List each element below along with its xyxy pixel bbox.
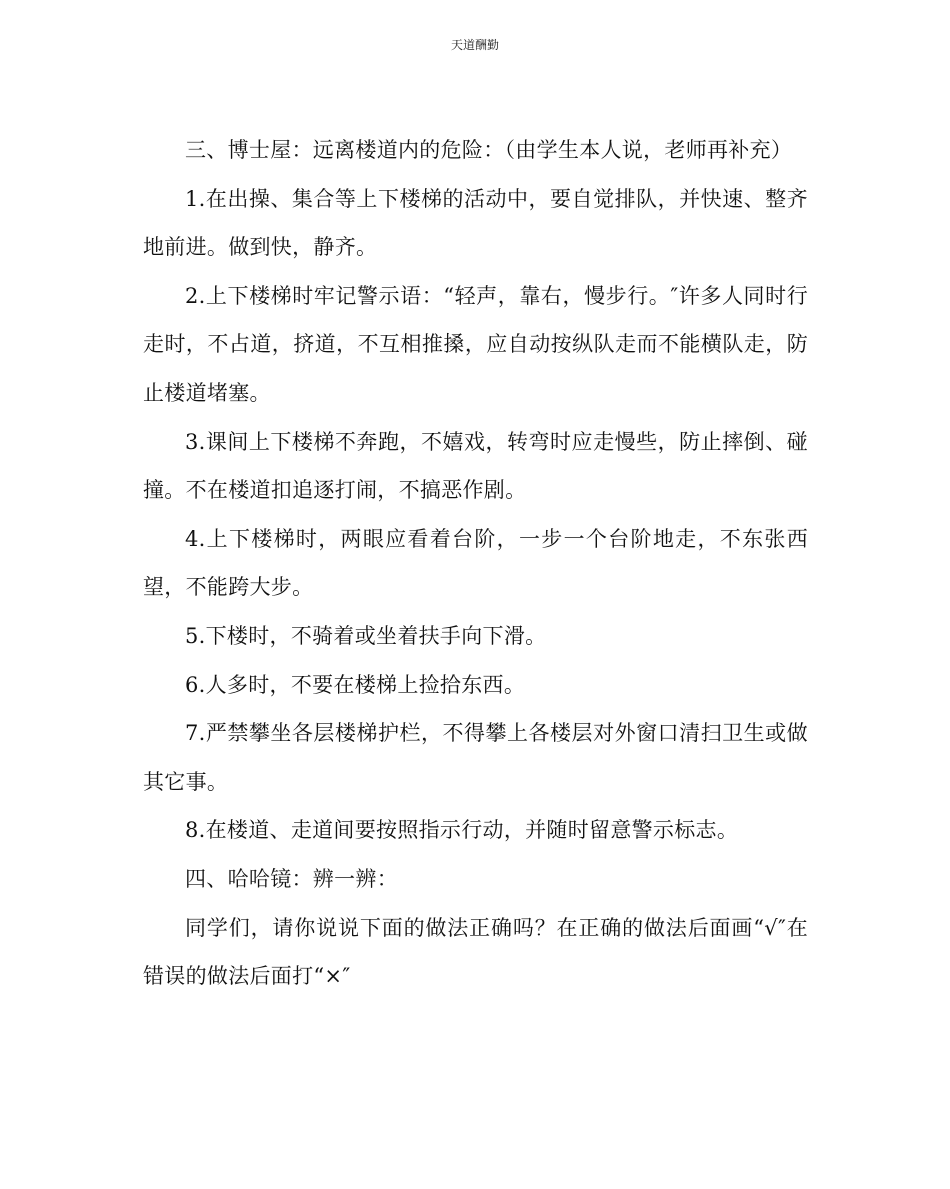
page-header: 天道酬勤 [450, 38, 499, 52]
rule-item-2: 2.上下楼梯时牢记警示语：“轻声，靠右，慢步行。″许多人同时行走时，不占道，挤道，不互相推搡，应自动按纵队走而不能横队走，防止楼道堵塞。 [143, 283, 808, 405]
rule-item-8: 8.在楼道、走道间要按照指示行动，并随时留意警示标志。 [185, 818, 739, 843]
rule-item-4: 4.上下楼梯时，两眼应看着台阶，一步一个台阶地走，不东张西望，不能跨大步。 [143, 526, 808, 600]
rule-item-3: 3.课间上下楼梯不奔跑，不嬉戏，转弯时应走慢些，防止摔倒、碰撞。不在楼道扣追逐打闹，不搞恶作剧。 [143, 429, 808, 503]
section-three-heading: 三、博士屋：远离楼道内的危险：（由学生本人说，老师再补充） [185, 138, 793, 162]
section-four-heading: 四、哈哈镜：辨一辨： [185, 866, 398, 891]
document-body [143, 126, 808, 1001]
rule-item-5: 5.下楼时，不骑着或坐着扶手向下滑。 [185, 623, 547, 648]
rule-item-6: 6.人多时，不要在楼梯上捡拾东西。 [185, 672, 526, 697]
rule-item-7: 7.严禁攀坐各层楼梯护栏，不得攀上各楼层对外窗口清扫卫生或做其它事。 [143, 721, 808, 794]
rule-item-1: 1.在出操、集合等上下楼梯的活动中，要自觉排队，并快速、整齐地前进。做到快，静齐。 [143, 186, 808, 260]
exercise-instruction: 同学们，请你说说下面的做法正确吗？在正确的做法后面画“√″在错误的做法后面打“×″ [143, 915, 808, 989]
